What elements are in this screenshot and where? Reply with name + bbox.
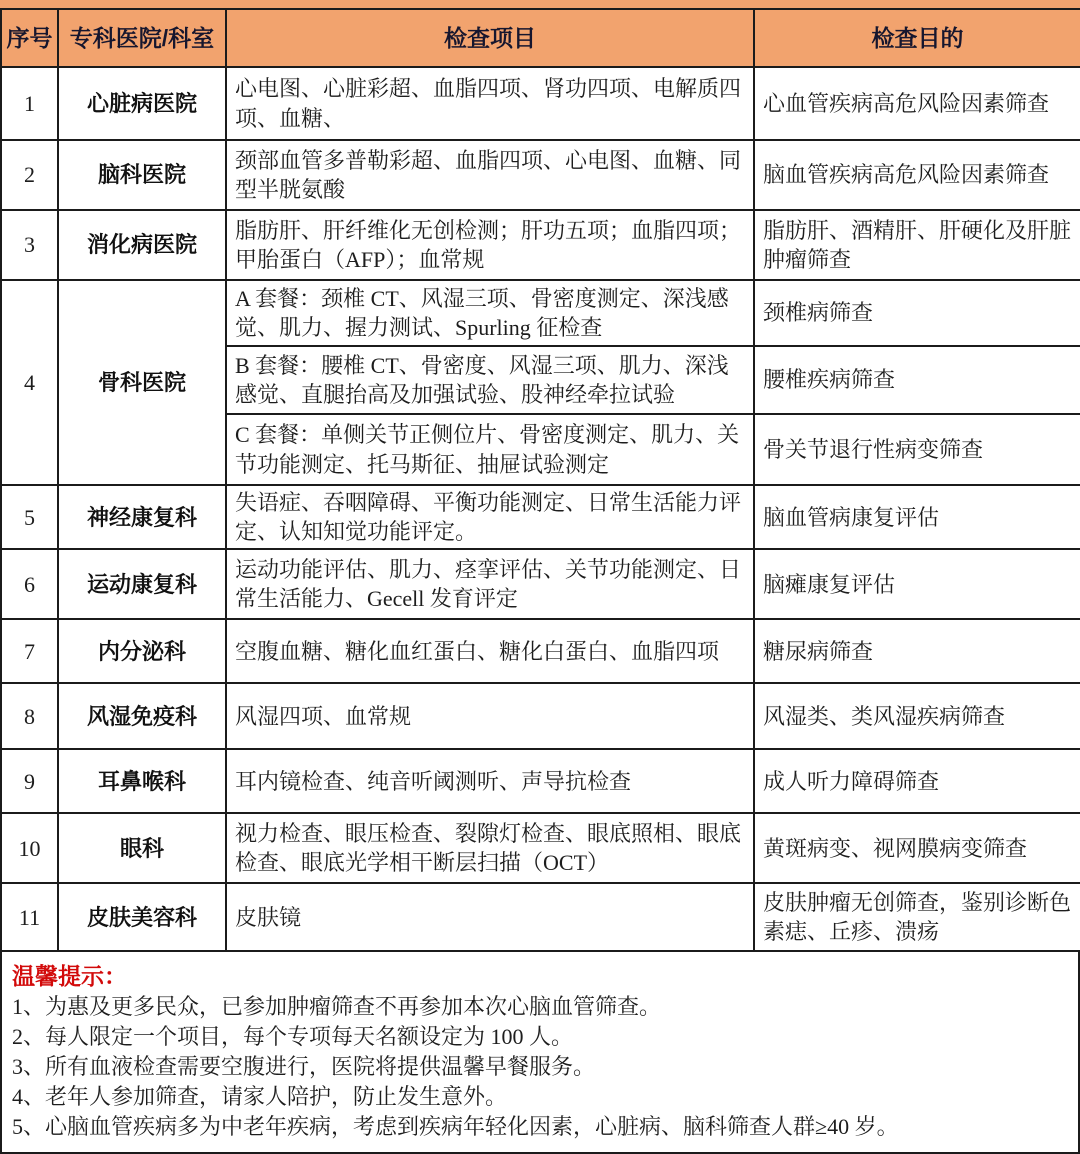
row-no: 4 xyxy=(1,280,58,485)
row-no: 8 xyxy=(1,683,58,749)
row-purpose: 风湿类、类风湿疾病筛查 xyxy=(754,683,1080,749)
row-items: 风湿四项、血常规 xyxy=(226,683,754,749)
header-top-strip xyxy=(0,0,1080,8)
table-row xyxy=(1,549,1080,619)
table-row xyxy=(1,683,1080,749)
row-dept: 心脏病医院 xyxy=(58,67,226,140)
row-no: 1 xyxy=(1,67,58,140)
row-dept: 耳鼻喉科 xyxy=(58,749,226,813)
row-dept: 骨科医院 xyxy=(58,280,226,485)
row-purpose: 脑血管疾病高危风险因素筛查 xyxy=(754,140,1080,210)
table-row xyxy=(1,210,1080,280)
row-items-package-a: A 套餐：颈椎 CT、风湿三项、骨密度测定、深浅感觉、肌力、握力测试、Spurling 征检查 xyxy=(226,280,754,346)
table-row xyxy=(1,749,1080,813)
row-items-package-c: C 套餐：单侧关节正侧位片、骨密度测定、肌力、关节功能测定、托马斯征、抽屉试验测定 xyxy=(226,414,754,485)
row-dept: 风湿免疫科 xyxy=(58,683,226,749)
header-cell-purpose: 检查目的 xyxy=(754,9,1080,67)
row-purpose-package-a: 颈椎病筛查 xyxy=(754,280,1080,346)
row-dept: 眼科 xyxy=(58,813,226,883)
row-purpose: 成人听力障碍筛查 xyxy=(754,749,1080,813)
row-purpose: 脑瘫康复评估 xyxy=(754,549,1080,619)
row-purpose-package-b: 腰椎疾病筛查 xyxy=(754,346,1080,414)
row-purpose-package-c: 骨关节退行性病变筛查 xyxy=(754,414,1080,485)
row-dept: 脑科医院 xyxy=(58,140,226,210)
tips-note-2: 2、每人限定一个项目，每个专项每天名额设定为 100 人。 xyxy=(12,1024,574,1050)
row-items: 视力检查、眼压检查、裂隙灯检查、眼底照相、眼底检查、眼底光学相干断层扫描（OCT） xyxy=(226,813,754,883)
tips-title: 温馨提示： xyxy=(12,963,127,990)
row-purpose: 皮肤肿瘤无创筛查，鉴别诊断色素痣、丘疹、溃疡 xyxy=(754,883,1080,951)
row-no: 9 xyxy=(1,749,58,813)
row-items: 心电图、心脏彩超、血脂四项、肾功四项、电解质四项、血糖、 xyxy=(226,67,754,140)
row-purpose: 黄斑病变、视网膜病变筛查 xyxy=(754,813,1080,883)
tips-note-1: 1、为惠及更多民众，已参加肿瘤筛查不再参加本次心脑血管筛查。 xyxy=(12,994,662,1020)
row-dept: 运动康复科 xyxy=(58,549,226,619)
row-no: 5 xyxy=(1,485,58,549)
row-dept: 消化病医院 xyxy=(58,210,226,280)
header-cell-dept: 专科医院/科室 xyxy=(58,9,226,67)
row-items: 运动功能评估、肌力、痉挛评估、关节功能测定、日常生活能力、Gecell 发育评定 xyxy=(226,549,754,619)
tips-section xyxy=(0,952,1080,1154)
table-row xyxy=(1,619,1080,683)
screening-table xyxy=(0,8,1080,952)
row-items: 空腹血糖、糖化血红蛋白、糖化白蛋白、血脂四项 xyxy=(226,619,754,683)
header-cell-no: 序号 xyxy=(1,9,58,67)
header-cell-items: 检查项目 xyxy=(226,9,754,67)
table-row xyxy=(1,140,1080,210)
row-items: 颈部血管多普勒彩超、血脂四项、心电图、血糖、同型半胱氨酸 xyxy=(226,140,754,210)
row-no: 6 xyxy=(1,549,58,619)
row-purpose: 脑血管病康复评估 xyxy=(754,485,1080,549)
row-dept: 神经康复科 xyxy=(58,485,226,549)
row-purpose: 心血管疾病高危风险因素筛查 xyxy=(754,67,1080,140)
row-dept: 皮肤美容科 xyxy=(58,883,226,951)
row-no: 7 xyxy=(1,619,58,683)
row-no: 11 xyxy=(1,883,58,951)
row-no: 2 xyxy=(1,140,58,210)
tips-note-5: 5、心脑血管疾病多为中老年疾病，考虑到疾病年轻化因素，心脏病、脑科筛查人群≥40 岁。 xyxy=(12,1114,899,1140)
tips-note-3: 3、所有血液检查需要空腹进行，医院将提供温馨早餐服务。 xyxy=(12,1054,596,1080)
row-items: 失语症、吞咽障碍、平衡功能测定、日常生活能力评定、认知知觉功能评定。 xyxy=(226,485,754,549)
row-no: 3 xyxy=(1,210,58,280)
row-purpose: 脂肪肝、酒精肝、肝硬化及肝脏肿瘤筛查 xyxy=(754,210,1080,280)
row-items: 脂肪肝、肝纤维化无创检测；肝功五项；血脂四项；甲胎蛋白（AFP）；血常规 xyxy=(226,210,754,280)
row-items-package-b: B 套餐：腰椎 CT、骨密度、风湿三项、肌力、深浅感觉、直腿抬高及加强试验、股神经牵拉试验 xyxy=(226,346,754,414)
row-items: 耳内镜检查、纯音听阈测听、声导抗检查 xyxy=(226,749,754,813)
table-row xyxy=(1,67,1080,140)
table-row xyxy=(1,883,1080,951)
row-no: 10 xyxy=(1,813,58,883)
header-row xyxy=(1,9,1080,67)
row-items: 皮肤镜 xyxy=(226,883,754,951)
row-purpose: 糖尿病筛查 xyxy=(754,619,1080,683)
table-row xyxy=(1,485,1080,549)
tips-note-4: 4、老年人参加筛查，请家人陪护，防止发生意外。 xyxy=(12,1084,508,1110)
row-dept: 内分泌科 xyxy=(58,619,226,683)
table-row xyxy=(1,813,1080,883)
table-row xyxy=(1,280,1080,346)
